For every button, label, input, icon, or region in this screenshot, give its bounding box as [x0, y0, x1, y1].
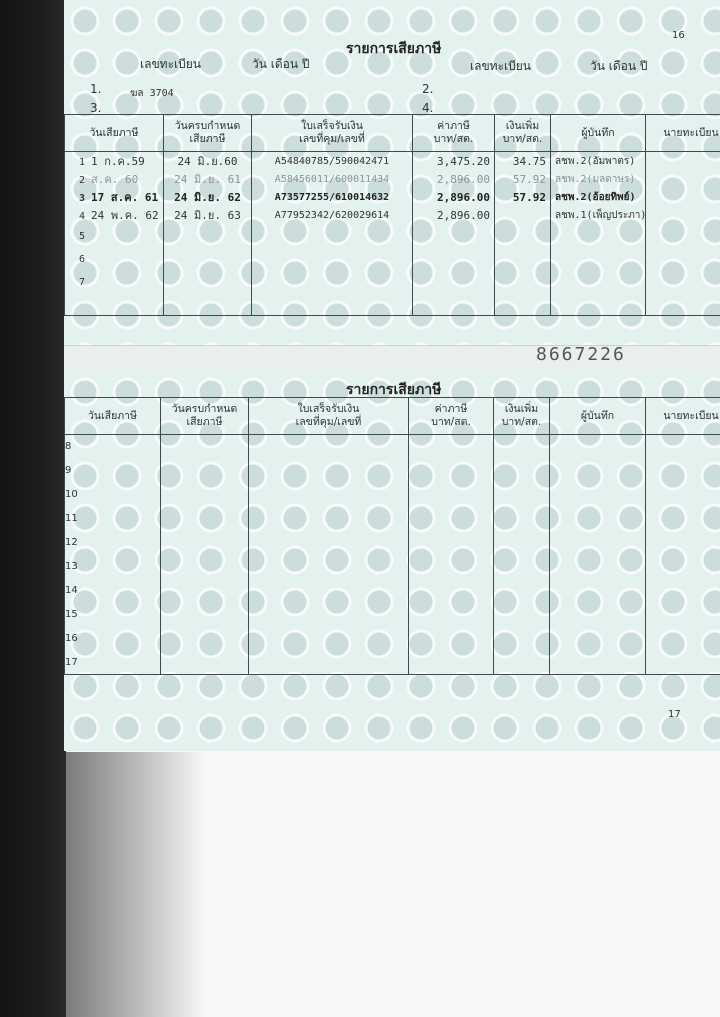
row-recorder: ลชพ.2(มลดาษร) [551, 170, 646, 188]
pay-date-value: 17 ส.ค. 61 [91, 191, 159, 204]
row-due-date: 24 มิ.ย. 62 [164, 188, 252, 206]
row-receipt-number: A58456011/600011434 [252, 170, 413, 188]
row-receipt-number [252, 224, 413, 247]
table-row [65, 152, 720, 171]
empty-cell [551, 293, 646, 315]
row-number: 9 [65, 459, 161, 483]
table-row [65, 507, 720, 531]
row-number: 8 [65, 435, 161, 459]
row-pay-date [65, 206, 164, 224]
empty-cell [413, 293, 495, 315]
date-label: วัน เดือน ปี [590, 59, 648, 73]
empty-cell [550, 651, 646, 675]
empty-cell [249, 627, 409, 651]
empty-cell [550, 555, 646, 579]
row-number: 7 [79, 277, 86, 288]
row-number: 6 [79, 254, 86, 265]
scanner-shadow [0, 0, 66, 1017]
tax-record-page-bottom [64, 371, 720, 751]
row-due-date: 24 มิ.ย. 61 [164, 170, 252, 188]
row-number: 1 [79, 157, 86, 168]
col-header-tax: ค่าภาษี บาท/สต. [413, 115, 495, 152]
tax-record-page-top [64, 0, 720, 345]
row-recorder [551, 270, 646, 293]
tax-payment-table [64, 114, 720, 316]
row-number: 12 [65, 531, 161, 555]
empty-cell [249, 435, 409, 459]
empty-cell [161, 603, 249, 627]
row-due-date: 24 มิ.ย. 63 [164, 206, 252, 224]
row-tax-amount [413, 224, 495, 247]
empty-cell [646, 627, 720, 651]
row-number: 11 [65, 507, 161, 531]
page-number: 16 [672, 30, 685, 41]
col-header-recorder: ผู้บันทึก [551, 115, 646, 152]
page-number: 17 [668, 709, 681, 720]
row-registrar [646, 152, 720, 171]
row-surcharge [495, 247, 551, 270]
row-recorder: ลชพ.1(เพ็ญประภา) [551, 206, 646, 224]
row-registrar [646, 206, 720, 224]
pay-date-value: ส.ค. 60 [91, 173, 139, 186]
empty-cell [249, 531, 409, 555]
slot-label: 1. [90, 82, 102, 96]
slot-label: 2. [422, 82, 434, 96]
row-due-date [164, 270, 252, 293]
row-number: 10 [65, 483, 161, 507]
row-receipt-number: A54840785/590042471 [252, 152, 413, 171]
row-tax-amount: 2,896.00 [413, 188, 495, 206]
table-row [65, 483, 720, 507]
pay-date-value: 24 พ.ค. 62 [91, 209, 159, 222]
empty-cell [249, 555, 409, 579]
page-divider [64, 345, 720, 373]
table-row [65, 651, 720, 675]
empty-cell [65, 293, 164, 315]
row-tax-amount [413, 270, 495, 293]
table-row [65, 603, 720, 627]
section-title: รายการเสียภาษี [346, 41, 442, 57]
empty-cell [646, 507, 720, 531]
row-registrar [646, 170, 720, 188]
row-tax-amount: 2,896.00 [413, 170, 495, 188]
row-tax-amount: 2,896.00 [413, 206, 495, 224]
serial-number: 8667226 [536, 344, 626, 365]
table-filler-row [65, 293, 720, 315]
empty-cell [494, 555, 550, 579]
tax-payment-table [64, 397, 720, 675]
row-number: 2 [79, 175, 86, 186]
row-surcharge: 57.92 [495, 170, 551, 188]
row-registrar [646, 270, 720, 293]
row-number: 14 [65, 579, 161, 603]
empty-cell [494, 483, 550, 507]
row-tax-amount [413, 247, 495, 270]
empty-cell [550, 603, 646, 627]
empty-cell [550, 483, 646, 507]
registration-label: เลขทะเบียน [470, 59, 531, 73]
empty-cell [409, 483, 494, 507]
table-header-row [65, 398, 720, 435]
col-header-surcharge: เงินเพิ่ม บาท/สต. [494, 398, 550, 435]
empty-cell [494, 435, 550, 459]
empty-cell [409, 651, 494, 675]
col-header-due-date: วันครบกำหนด เสียภาษี [161, 398, 249, 435]
col-header-registrar: นายทะเบียน [646, 115, 720, 152]
empty-cell [409, 603, 494, 627]
table-row [65, 170, 720, 188]
row-receipt-number [252, 247, 413, 270]
empty-cell [494, 531, 550, 555]
table-row [65, 435, 720, 459]
row-surcharge [495, 224, 551, 247]
pay-date-value: 1 ก.ค.59 [91, 155, 145, 168]
col-header-due-date: วันครบกำหนด เสียภาษี [164, 115, 252, 152]
row-pay-date [65, 247, 164, 270]
empty-cell [550, 579, 646, 603]
empty-cell [252, 293, 413, 315]
empty-cell [494, 459, 550, 483]
empty-cell [646, 555, 720, 579]
row-registrar [646, 188, 720, 206]
col-header-surcharge: เงินเพิ่ม บาท/สต. [495, 115, 551, 152]
empty-cell [161, 651, 249, 675]
row-pay-date [65, 270, 164, 293]
table-row [65, 247, 720, 270]
empty-cell [494, 603, 550, 627]
row-recorder: ลชพ.2(อ้อยทิพย์) [551, 188, 646, 206]
empty-cell [249, 651, 409, 675]
empty-cell [495, 293, 551, 315]
empty-cell [161, 459, 249, 483]
empty-cell [161, 435, 249, 459]
table-row [65, 627, 720, 651]
empty-cell [249, 507, 409, 531]
empty-cell [161, 483, 249, 507]
row-pay-date [65, 170, 164, 188]
slot-label: 3. [90, 101, 102, 115]
row-number: 15 [65, 603, 161, 627]
row-number: 5 [79, 231, 86, 242]
empty-cell [646, 483, 720, 507]
row-receipt-number: A77952342/620029614 [252, 206, 413, 224]
date-label: วัน เดือน ปี [252, 57, 310, 71]
empty-cell [550, 435, 646, 459]
row-surcharge: 34.75 [495, 152, 551, 171]
scanner-shadow-fade [66, 752, 206, 1017]
empty-cell [494, 651, 550, 675]
empty-cell [161, 579, 249, 603]
empty-cell [550, 459, 646, 483]
table-row [65, 188, 720, 206]
empty-cell [161, 555, 249, 579]
empty-cell [161, 507, 249, 531]
empty-cell [550, 507, 646, 531]
empty-cell [646, 531, 720, 555]
empty-cell [550, 531, 646, 555]
empty-cell [161, 627, 249, 651]
table-row [65, 579, 720, 603]
empty-cell [646, 579, 720, 603]
col-header-registrar: นายทะเบียน [646, 398, 720, 435]
empty-cell [249, 483, 409, 507]
row-number: 3 [79, 193, 86, 204]
row-registrar [646, 224, 720, 247]
empty-cell [249, 459, 409, 483]
col-header-recorder: ผู้บันทึก [550, 398, 646, 435]
row-tax-amount: 3,475.20 [413, 152, 495, 171]
row-surcharge [495, 270, 551, 293]
section-title: รายการเสียภาษี [346, 382, 442, 398]
row-pay-date [65, 152, 164, 171]
row-pay-date [65, 224, 164, 247]
table-row [65, 555, 720, 579]
table-row [65, 459, 720, 483]
slot-label: 4. [422, 101, 434, 115]
table-row [65, 270, 720, 293]
col-header-pay-date: วันเสียภาษี [65, 398, 161, 435]
empty-cell [646, 603, 720, 627]
empty-cell [249, 603, 409, 627]
table-header-row [65, 115, 720, 152]
empty-cell [249, 579, 409, 603]
row-due-date [164, 224, 252, 247]
col-header-pay-date: วันเสียภาษี [65, 115, 164, 152]
table-row [65, 224, 720, 247]
plate-number: ฆล 3704 [130, 88, 174, 99]
row-receipt-number: A73577255/610014632 [252, 188, 413, 206]
row-receipt-number [252, 270, 413, 293]
row-number: 17 [65, 651, 161, 675]
empty-cell [409, 435, 494, 459]
empty-cell [646, 293, 720, 315]
table-row [65, 206, 720, 224]
empty-cell [409, 579, 494, 603]
empty-cell [550, 627, 646, 651]
col-header-tax: ค่าภาษี บาท/สต. [409, 398, 494, 435]
row-surcharge: 57.92 [495, 188, 551, 206]
empty-cell [646, 435, 720, 459]
empty-cell [494, 627, 550, 651]
empty-cell [409, 627, 494, 651]
empty-cell [646, 651, 720, 675]
empty-cell [494, 579, 550, 603]
row-recorder: ลชพ.2(อัมพาตร) [551, 152, 646, 171]
row-number: 4 [79, 211, 86, 222]
row-pay-date [65, 188, 164, 206]
row-due-date: 24 มิ.ย.60 [164, 152, 252, 171]
empty-cell [409, 507, 494, 531]
empty-cell [164, 293, 252, 315]
empty-cell [409, 459, 494, 483]
row-number: 13 [65, 555, 161, 579]
empty-cell [161, 531, 249, 555]
row-number: 16 [65, 627, 161, 651]
row-due-date [164, 247, 252, 270]
registration-label: เลขทะเบียน [140, 57, 201, 71]
table-row [65, 531, 720, 555]
row-surcharge [495, 206, 551, 224]
empty-cell [646, 459, 720, 483]
empty-cell [409, 555, 494, 579]
empty-cell [494, 507, 550, 531]
row-recorder [551, 224, 646, 247]
col-header-receipt: ใบเสร็จรับเงิน เลขที่คุม/เลขที่ [249, 398, 409, 435]
empty-cell [409, 531, 494, 555]
row-registrar [646, 247, 720, 270]
col-header-receipt: ใบเสร็จรับเงิน เลขที่คุม/เลขที่ [252, 115, 413, 152]
row-recorder [551, 247, 646, 270]
